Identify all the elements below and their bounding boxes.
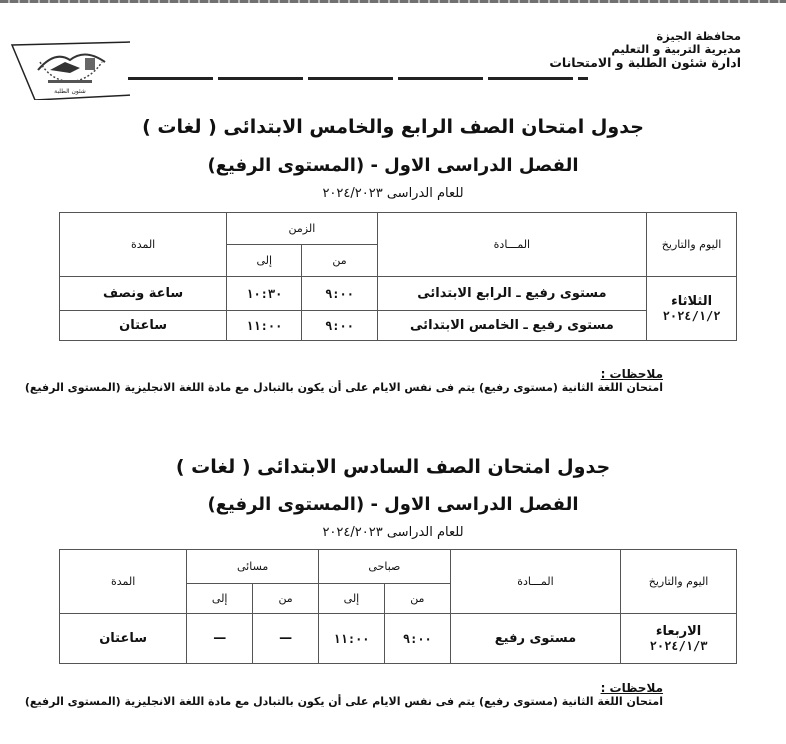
notes-title: ملاحظات :	[600, 681, 663, 695]
from-cell: ٩:٠٠	[302, 277, 377, 311]
header-evening-from: من	[253, 584, 319, 614]
department-name: ادارة شئون الطلبة و الامتحانات	[549, 55, 741, 70]
header-day-date: اليوم والتاريخ	[621, 550, 737, 614]
exam-day: الاربعاء	[655, 624, 702, 639]
section2-subtitle: الفصل الدراسى الاول - (المستوى الرفيع)	[207, 494, 579, 515]
section1-subtitle: الفصل الدراسى الاول - (المستوى الرفيع)	[207, 155, 579, 176]
table-row	[60, 277, 737, 311]
day-date-cell	[621, 614, 737, 664]
exam-date: ٢٠٢٤/١/٣	[649, 639, 708, 653]
organization-header	[549, 30, 741, 69]
duration-cell: ساعتان	[60, 311, 227, 341]
header-morning-to: إلى	[319, 584, 385, 614]
notes-body: امتحان اللغة الثانية (مستوى رفيع) يتم فى نفس الايام على أن يكون بالتبادل مع مادة اللغة الانجليزية (المستوى الرفيع)	[24, 695, 663, 708]
subject-cell: مستوى رفيع	[450, 614, 620, 664]
section1-schedule-table	[59, 212, 737, 341]
header-time: الزمن	[227, 213, 377, 245]
table-row	[60, 614, 737, 664]
directorate-logo	[10, 40, 130, 100]
header-duration: المدة	[60, 213, 227, 277]
directorate-name: مديرية التربية و التعليم	[611, 42, 741, 56]
to-cell: ١١:٠٠	[227, 311, 302, 341]
from-cell: ٩:٠٠	[302, 311, 377, 341]
svg-text:شئون الطلبة: شئون الطلبة	[54, 88, 86, 95]
header-evening: مسائى	[187, 550, 319, 584]
header-from: من	[302, 245, 377, 277]
header-to: إلى	[227, 245, 302, 277]
exam-date: ٢٠٢٤/١/٢	[662, 309, 721, 323]
duration-cell: ساعة ونصف	[60, 277, 227, 311]
header-morning-from: من	[384, 584, 450, 614]
governorate-name: محافظة الجيزة	[656, 29, 741, 43]
logo-emblem-icon	[10, 40, 130, 100]
section2-title: جدول امتحان الصف السادس الابتدائى ( لغات )	[175, 456, 611, 478]
subject-cell: مستوى رفيع ـ الخامس الابتدائى	[377, 311, 647, 341]
section1-title: جدول امتحان الصف الرابع والخامس الابتدائى ( لغات )	[142, 116, 644, 138]
scan-top-edge	[0, 0, 786, 3]
table-row	[60, 311, 737, 341]
to-cell: ١٠:٣٠	[227, 277, 302, 311]
notes-body: امتحان اللغة الثانية (مستوى رفيع) يتم فى نفس الايام على أن يكون بالتبادل مع مادة اللغة الانجليزية (المستوى الرفيع)	[24, 381, 663, 394]
header-divider	[128, 77, 588, 80]
section1-notes	[25, 367, 663, 394]
evening-to-cell: —	[187, 614, 253, 664]
morning-from-cell: ٩:٠٠	[384, 614, 450, 664]
header-day-date: اليوم والتاريخ	[647, 213, 737, 277]
header-subject: المـــادة	[377, 213, 647, 277]
section2-schedule-table	[59, 549, 737, 664]
section1-academic-year: للعام الدراسى ٢٠٢٤/٢٠٢٣	[322, 186, 464, 201]
morning-to-cell: ١١:٠٠	[319, 614, 385, 664]
evening-from-cell: —	[253, 614, 319, 664]
duration-cell: ساعتان	[60, 614, 187, 664]
section2-academic-year: للعام الدراسى ٢٠٢٤/٢٠٢٣	[322, 525, 464, 540]
header-subject: المـــادة	[450, 550, 620, 614]
section2-notes	[25, 681, 663, 708]
day-date-cell	[647, 277, 737, 341]
header-duration: المدة	[60, 550, 187, 614]
header-evening-to: إلى	[187, 584, 253, 614]
exam-day: الثلاثاء	[671, 294, 713, 309]
subject-cell: مستوى رفيع ـ الرابع الابتدائى	[377, 277, 647, 311]
notes-title: ملاحظات :	[600, 367, 663, 381]
header-morning: صباحى	[319, 550, 451, 584]
